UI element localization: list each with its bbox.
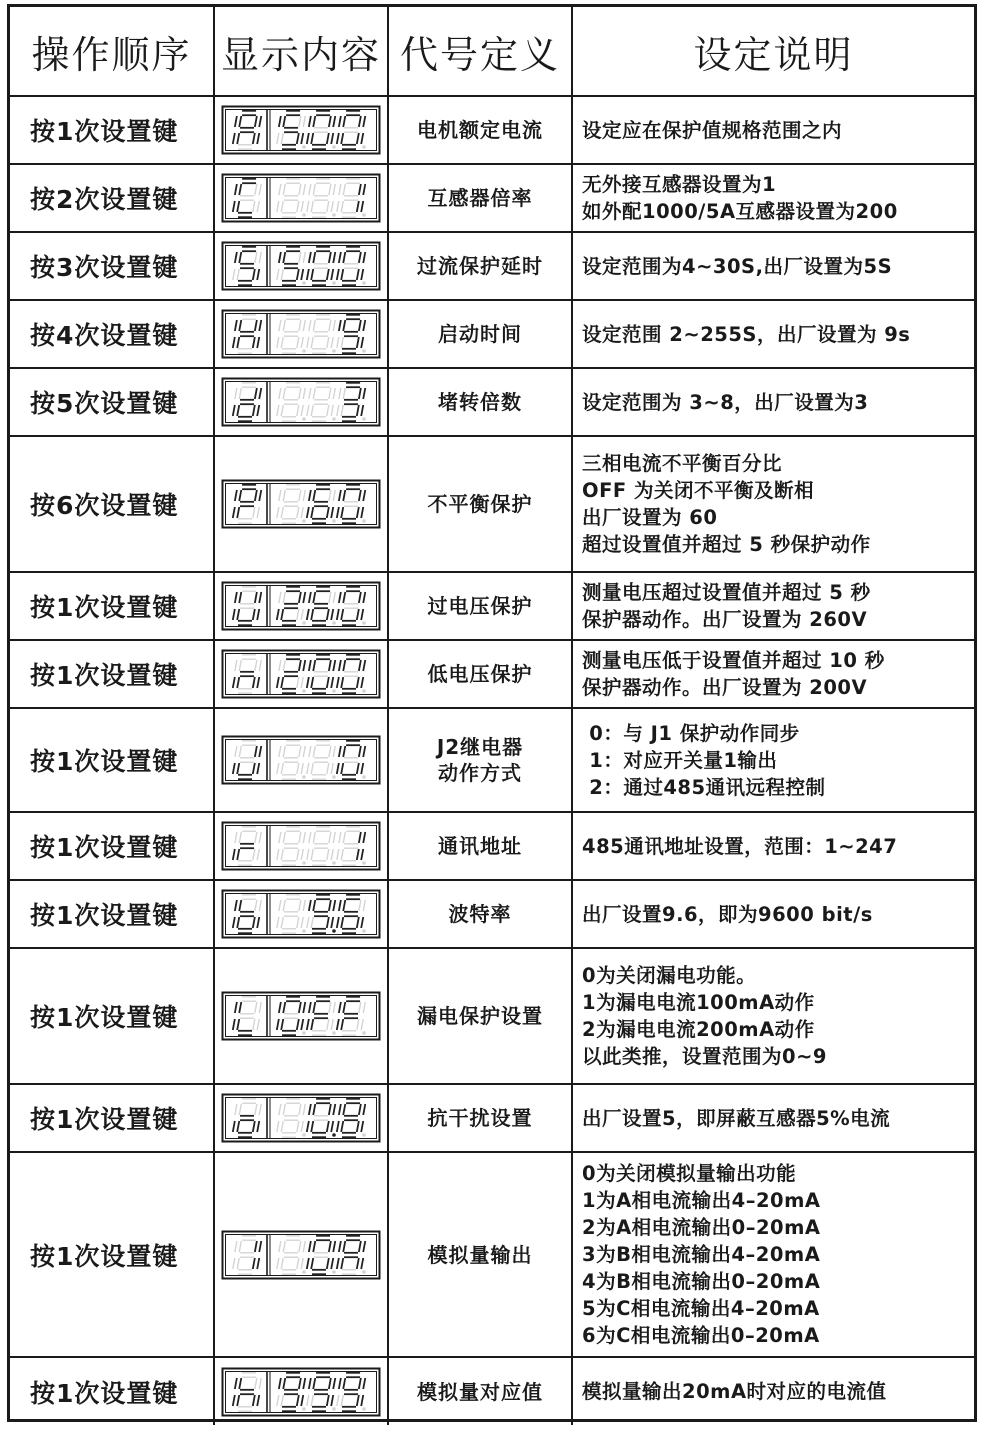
code-cell bbox=[388, 1152, 572, 1357]
lcd-display-13 bbox=[221, 1230, 381, 1280]
description-cell bbox=[572, 368, 974, 436]
description-cell bbox=[572, 1357, 974, 1425]
table-header-row bbox=[10, 7, 974, 96]
table-row bbox=[10, 164, 974, 232]
description-line: 0为关闭模拟量输出功能 bbox=[582, 1162, 797, 1185]
header-code: 代号定义 bbox=[388, 7, 572, 96]
operation-cell: 按1次设置键 bbox=[10, 948, 214, 1084]
table-row bbox=[10, 436, 974, 572]
description-line: 模拟量输出20mA时对应的电流值 bbox=[582, 1380, 887, 1403]
description-cell bbox=[572, 96, 974, 164]
table-row bbox=[10, 96, 974, 164]
description-cell bbox=[572, 572, 974, 640]
description-line: 1为漏电电流100mA动作 bbox=[582, 991, 815, 1014]
settings-table-sheet bbox=[7, 4, 977, 1422]
code-cell bbox=[388, 1084, 572, 1152]
description-cell bbox=[572, 1152, 974, 1357]
description-cell bbox=[572, 436, 974, 572]
description-line: 测量电压超过设置值并超过 5 秒 bbox=[582, 581, 871, 604]
table-row bbox=[10, 1152, 974, 1357]
code-cell bbox=[388, 164, 572, 232]
description-line: 2：通过485通讯远程控制 bbox=[582, 775, 826, 799]
operation-cell: 按1次设置键 bbox=[10, 640, 214, 708]
code-label: 通讯地址 bbox=[438, 834, 522, 858]
description-cell bbox=[572, 232, 974, 300]
description-line: OFF 为关闭不平衡及断相 bbox=[582, 479, 815, 502]
lcd-display-6 bbox=[221, 581, 381, 631]
lcd-display-2 bbox=[221, 241, 381, 291]
code-cell bbox=[388, 300, 572, 368]
code-label: 启动时间 bbox=[438, 322, 522, 346]
table-row bbox=[10, 368, 974, 436]
description-line: 1为A相电流输出4–20mA bbox=[582, 1189, 821, 1212]
code-cell bbox=[388, 812, 572, 880]
header-operation: 操作顺序 bbox=[10, 7, 214, 96]
table-row bbox=[10, 1357, 974, 1425]
lcd-display-10 bbox=[221, 889, 381, 939]
description-cell bbox=[572, 1084, 974, 1152]
description-line: 1：对应开关量1输出 bbox=[582, 748, 778, 772]
code-label: 模拟量对应值 bbox=[417, 1379, 543, 1404]
display-cell bbox=[214, 232, 388, 300]
table-row bbox=[10, 1084, 974, 1152]
description-line: 设定范围 2~255S，出厂设置为 9s bbox=[582, 322, 911, 346]
lcd-display-5 bbox=[221, 479, 381, 529]
lcd-display-4 bbox=[221, 377, 381, 427]
code-cell bbox=[388, 948, 572, 1084]
description-line: 超过设置值并超过 5 秒保护动作 bbox=[582, 533, 871, 556]
table-row bbox=[10, 948, 974, 1084]
description-line: 4为B相电流输出0–20mA bbox=[582, 1270, 821, 1293]
header-description: 设定说明 bbox=[572, 7, 974, 96]
lcd-display-14 bbox=[221, 1367, 381, 1417]
display-cell bbox=[214, 1357, 388, 1425]
header-display: 显示内容 bbox=[214, 7, 388, 96]
lcd-display-7 bbox=[221, 649, 381, 699]
operation-cell: 按5次设置键 bbox=[10, 368, 214, 436]
description-cell bbox=[572, 164, 974, 232]
operation-cell: 按6次设置键 bbox=[10, 436, 214, 572]
code-label: 漏电保护设置 bbox=[417, 1004, 543, 1028]
description-cell bbox=[572, 300, 974, 368]
table-row bbox=[10, 708, 974, 812]
description-line: 如外配1000/5A互感器设置为200 bbox=[582, 200, 898, 223]
table-row bbox=[10, 572, 974, 640]
code-label: 互感器倍率 bbox=[427, 186, 533, 210]
code-cell bbox=[388, 572, 572, 640]
operation-cell: 按1次设置键 bbox=[10, 708, 214, 812]
code-label: 堵转倍数 bbox=[438, 390, 522, 414]
description-line: 0为关闭漏电功能。 bbox=[582, 964, 757, 987]
description-line: 设定范围为4~30S,出厂设置为5S bbox=[582, 254, 893, 278]
description-line: 出厂设置为 60 bbox=[582, 506, 718, 529]
display-cell bbox=[214, 812, 388, 880]
code-label: 波特率 bbox=[448, 902, 512, 926]
lcd-display-3 bbox=[221, 309, 381, 359]
display-cell bbox=[214, 572, 388, 640]
description-line: 2为漏电电流200mA动作 bbox=[582, 1018, 815, 1041]
description-line: 485通讯地址设置，范围：1~247 bbox=[582, 834, 898, 858]
lcd-display-8 bbox=[221, 735, 381, 785]
description-cell bbox=[572, 708, 974, 812]
description-line: 保护器动作。出厂设置为 260V bbox=[582, 608, 868, 631]
description-line: 3为B相电流输出4–20mA bbox=[582, 1243, 821, 1266]
operation-cell: 按1次设置键 bbox=[10, 572, 214, 640]
code-cell bbox=[388, 96, 572, 164]
description-cell bbox=[572, 880, 974, 948]
operation-cell: 按2次设置键 bbox=[10, 164, 214, 232]
code-cell bbox=[388, 640, 572, 708]
description-line: 以此类推，设置范围为0~9 bbox=[582, 1045, 827, 1068]
description-line: 无外接互感器设置为1 bbox=[582, 173, 777, 196]
description-cell bbox=[572, 640, 974, 708]
table-row bbox=[10, 640, 974, 708]
display-cell bbox=[214, 300, 388, 368]
description-line: 三相电流不平衡百分比 bbox=[582, 452, 783, 475]
description-line: 测量电压低于设置值并超过 10 秒 bbox=[582, 649, 885, 672]
lcd-display-11 bbox=[221, 991, 381, 1041]
display-cell bbox=[214, 1152, 388, 1357]
code-label: 过流保护延时 bbox=[417, 254, 543, 278]
display-cell bbox=[214, 368, 388, 436]
description-line: 出厂设置9.6，即为9600 bit/s bbox=[582, 902, 873, 926]
display-cell bbox=[214, 96, 388, 164]
code-cell bbox=[388, 880, 572, 948]
lcd-display-0 bbox=[221, 105, 381, 155]
code-label: 模拟量输出 bbox=[427, 1242, 533, 1267]
code-label: 低电压保护 bbox=[427, 662, 533, 686]
code-cell bbox=[388, 1357, 572, 1425]
display-cell bbox=[214, 880, 388, 948]
code-label: 电机额定电流 bbox=[417, 118, 543, 142]
operation-cell: 按1次设置键 bbox=[10, 1084, 214, 1152]
code-label: 过电压保护 bbox=[427, 594, 533, 618]
lcd-display-12 bbox=[221, 1093, 381, 1143]
code-label: 抗干扰设置 bbox=[427, 1106, 533, 1130]
code-cell bbox=[388, 708, 572, 812]
display-cell bbox=[214, 708, 388, 812]
operation-cell: 按1次设置键 bbox=[10, 880, 214, 948]
description-line: 6为C相电流输出0–20mA bbox=[582, 1324, 820, 1347]
code-label: 不平衡保护 bbox=[427, 492, 533, 516]
table-row bbox=[10, 300, 974, 368]
description-line: 5为C相电流输出4–20mA bbox=[582, 1297, 820, 1320]
display-cell bbox=[214, 1084, 388, 1152]
table-row bbox=[10, 232, 974, 300]
description-line: 设定应在保护值规格范围之内 bbox=[582, 118, 843, 142]
description-cell bbox=[572, 812, 974, 880]
description-line: 设定范围为 3~8，出厂设置为3 bbox=[582, 390, 869, 414]
lcd-display-1 bbox=[221, 173, 381, 223]
display-cell bbox=[214, 640, 388, 708]
operation-cell: 按3次设置键 bbox=[10, 232, 214, 300]
operation-cell: 按1次设置键 bbox=[10, 812, 214, 880]
operation-cell: 按1次设置键 bbox=[10, 1357, 214, 1425]
lcd-display-9 bbox=[221, 821, 381, 871]
description-cell bbox=[572, 948, 974, 1084]
display-cell bbox=[214, 436, 388, 572]
operation-cell: 按1次设置键 bbox=[10, 96, 214, 164]
code-cell bbox=[388, 368, 572, 436]
code-cell bbox=[388, 436, 572, 572]
description-line: 2为A相电流输出0–20mA bbox=[582, 1216, 821, 1239]
description-line: 保护器动作。出厂设置为 200V bbox=[582, 676, 868, 699]
table-row bbox=[10, 812, 974, 880]
display-cell bbox=[214, 948, 388, 1084]
table-row bbox=[10, 880, 974, 948]
operation-cell: 按4次设置键 bbox=[10, 300, 214, 368]
description-line: 出厂设置5，即屏蔽互感器5%电流 bbox=[582, 1106, 891, 1130]
code-label: J2继电器 动作方式 bbox=[436, 735, 524, 785]
settings-table bbox=[10, 7, 974, 1425]
code-cell bbox=[388, 232, 572, 300]
operation-cell: 按1次设置键 bbox=[10, 1152, 214, 1357]
display-cell bbox=[214, 164, 388, 232]
description-line: 0：与 J1 保护动作同步 bbox=[582, 721, 800, 745]
